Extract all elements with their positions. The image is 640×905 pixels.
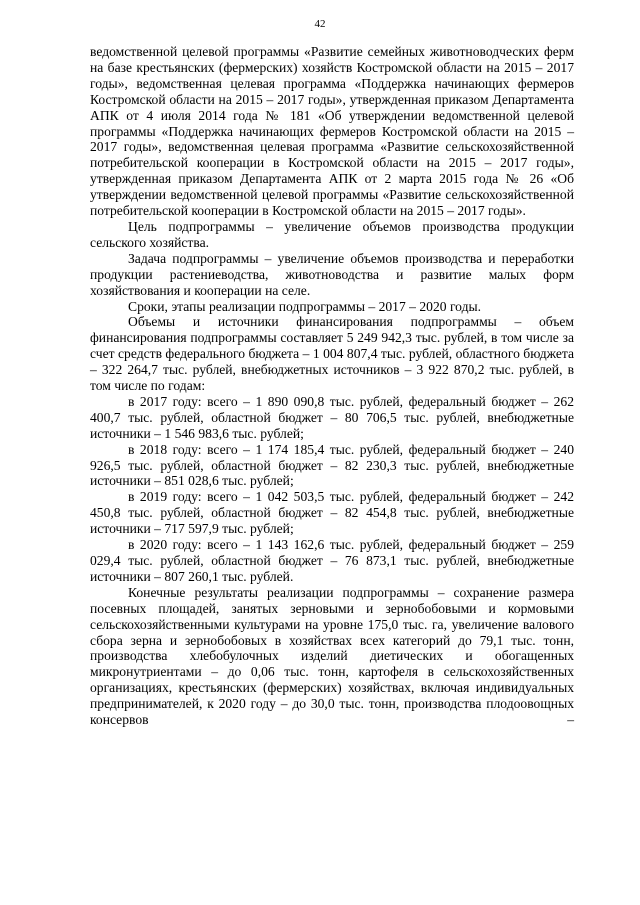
paragraph-program-list: ведомственной целевой программы «Развитие семейных животноводческих ферм на базе крестьянских (фермерских) хозяйств Костромской области на 2015 – 2017 годы», ведомственная целевая программа «Поддержка начинающих фермеров Костромской области на 2015 – 2017 годы», утвержденная приказом Департамента АПК от 4 июля 2014 года № 181 «Об утверждении ведомственной целевой программы «Поддержка начинающих фермеров Костромской области на 2015 – 2017 годы», ведомственная целевая программа «Развитие сельскохозяйственной потребительской кооперации в Костромской области на 2015 – 2017 годы», утвержденная приказом Департамента АПК от 2 марта 2015 года № 26 «Об утверждении ведомственной целевой программы «Развитие сельскохозяйственной потребительской кооперации в Костромской области на 2015 – 2017 годы». [90, 44, 574, 219]
paragraph-goal: Цель подпрограммы – увеличение объемов производства продукции сельского хозяйства. [90, 218, 574, 250]
paragraph-year-2019: в 2019 году: всего – 1 042 503,5 тыс. рублей, федеральный бюджет – 242 450,8 тыс. рублей, областной бюджет – 82 454,8 тыс. рублей, внебюджетные источники – 717 597,9 тыс. рублей; [90, 489, 574, 537]
page-number: 42 [314, 18, 326, 30]
paragraph-year-2017: в 2017 году: всего – 1 890 090,8 тыс. рублей, федеральный бюджет – 262 400,7 тыс. рублей, областной бюджет – 80 706,5 тыс. рублей, внебюджетные источники – 1 546 983,6 тыс. рублей; [90, 393, 574, 441]
paragraph-year-2020: в 2020 году: всего – 1 143 162,6 тыс. рублей, федеральный бюджет – 259 029,4 тыс. рублей, областной бюджет – 76 873,1 тыс. рублей, внебюджетные источники – 807 260,1 тыс. рублей. [90, 537, 574, 584]
paragraph-financing: Объемы и источники финансирования подпрограммы – объем финансирования подпрограммы составляет 5 249 942,3 тыс. рублей, в том числе за счет средств федерального бюджета – 1 004 807,4 тыс. рублей, областного бюджета – 322 264,7 тыс. рублей, внебюджетных источников – 3 922 870,2 тыс. рублей, в том числе по годам: [90, 314, 574, 394]
paragraph-task: Задача подпрограммы – увеличение объемов производства и переработки продукции растениеводства, животноводства и развитие малых форм хозяйствования и кооперации на селе. [90, 250, 574, 298]
paragraph-terms: Сроки, этапы реализации подпрограммы – 2017 – 2020 годы. [128, 298, 482, 314]
paragraph-year-2018: в 2018 году: всего – 1 174 185,4 тыс. рублей, федеральный бюджет – 240 926,5 тыс. рублей, областной бюджет – 82 230,3 тыс. рублей, внебюджетные источники – 851 028,6 тыс. рублей; [90, 441, 574, 489]
document-body [90, 44, 574, 728]
paragraph-results: Конечные результаты реализации подпрограммы – сохранение размера посевных площадей, занятых зерновыми и зернобобовыми и кормовыми сельскохозяйственными культурами на уровне 175,0 тыс. га, увеличение валового сбора зерна и зернобобовых в хозяйствах всех категорий до 79,1 тыс. тонн, производства хлебобулочных изделий диетических и обогащенных микронутриентами – до 0,06 тыс. тонн, картофеля в сельскохозяйственных организациях, крестьянских (фермерских) хозяйствах, включая индивидуальных предпринимателей, к 2020 году – до 30,0 тыс. тонн, производства плодоовощных консервов – [90, 584, 574, 728]
